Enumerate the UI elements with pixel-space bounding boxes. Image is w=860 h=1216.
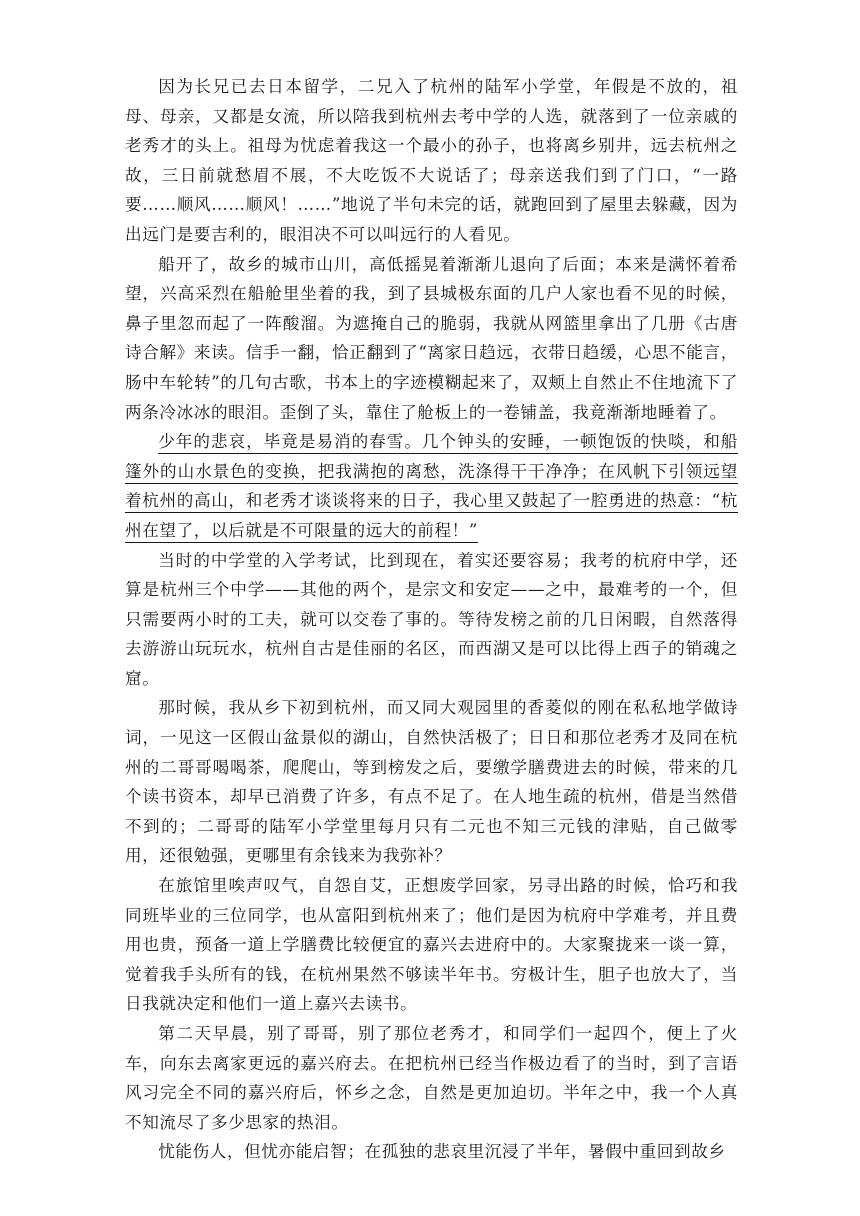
paragraph-1: 因为长兄已去日本留学，二兄入了杭州的陆军小学堂，年假是不放的，祖母、母亲，又都是女流，所以陪我到杭州去考中学的人选，就落到了一位亲戚的老秀才的头上。祖母为忧虑着我这一个最小的孙子，也将离乡别井，远去杭州之故，三日前就愁眉不展，不大吃饭不大说话了；母亲送我们到了门口，“一路要……顺风……顺风！……”地说了半句未完的话，就跑回到了屋里去躲藏，因为出远门是要吉利的，眼泪决不可以叫远行的人看见。 [125,77,738,244]
paragraph-6: 在旅馆里唉声叹气，自怨自艾，正想废学回家，另寻出路的时候，恰巧和我同班毕业的三位同学，也从富阳到杭州来了；他们是因为杭府中学难考，并且费用也贵，预备一道上学膳费比较便宜的嘉兴去进府中的。大家聚拢来一谈一算，觉着我手头所有的钱，在杭州果然不够读半年书。穷极计生，胆子也放大了，当日我就决定和他们一道上嘉兴去读书。 [125,876,738,1014]
paragraph-8: 忧能伤人，但忧亦能启智；在孤独的悲哀里沉浸了半年，暑假中重回到故乡 [158,1142,726,1162]
paragraph-4: 当时的中学堂的入学考试，比到现在，着实还要容易；我考的杭府中学，还算是杭州三个中学——其他的两个，是宗文和安定——之中，最难考的一个，但只需要两小时的工夫，就可以交卷了事的。等待发榜之前的几日闲暇，自然落得去游游山玩玩水，杭州自古是佳丽的名区，而西湖又是可以比得上西子的销魂之窟。 [125,550,738,688]
paragraph-7: 第二天早晨，别了哥哥，别了那位老秀才，和同学们一起四个，便上了火车，向东去离家更远的嘉兴府去。在把杭州已经当作极边看了的当时，到了言语风习完全不同的嘉兴府后，怀乡之念，自然是更加迫切。半年之中，我一个人真不知流尽了多少思家的热泪。 [125,1024,738,1132]
paragraph-2: 船开了，故乡的城市山川，高低摇晃着渐渐儿退向了后面；本来是满怀着希望，兴高采烈在船舱里坐着的我，到了县城极东面的几户人家也看不见的时候，鼻子里忽而起了一阵酸溜。为遮掩自己的脆弱，我就从网篮里拿出了几册《古唐诗合解》来读。信手一翻，恰正翻到了“离家日趋远，衣带日趋缓，心思不能言，肠中车轮转”的几句古歌，书本上的字迹模糊起来了，双颊上自然止不住地流下了两条冷冰冰的眼泪。歪倒了头，靠住了舱板上的一卷铺盖，我竟渐渐地睡着了。 [125,254,738,422]
underlined-paragraph: 少年的悲哀，毕竟是易消的春雪。几个钟头的安睡，一顿饱饭的快啖，和船篷外的山水景色的变换，把我满抱的离愁，洗涤得干干净净；在风帆下引领远望着杭州的高山，和老秀才谈谈将来的日子，我心里又鼓起了一腔勇进的热意：“杭州在望了，以后就是不可限量的远大的前程！” [125,432,738,540]
paragraph-5: 那时候，我从乡下初到杭州，而又同大观园里的香菱似的刚在私私地学做诗词，一见这一区假山盆景似的湖山，自然快活极了；日日和那位老秀才及同在杭州的二哥哥喝喝茶，爬爬山，等到榜发之后，要缴学膳费进去的时候，带来的几个读书资本，却早已消费了许多，有点不足了。在人地生疏的杭州，借是当然借不到的；二哥哥的陆军小学堂里每月只有二元也不知三元钱的津贴，自己做零用，还很勉强，更哪里有余钱来为我弥补？ [125,698,738,866]
